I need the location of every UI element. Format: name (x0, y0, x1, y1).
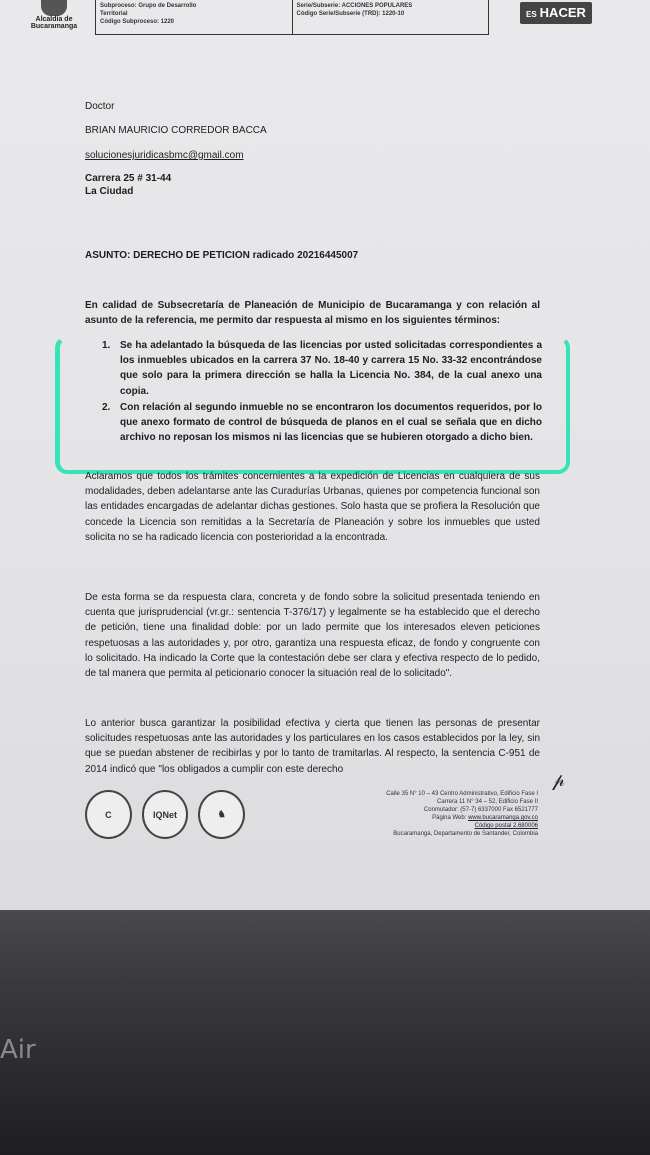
laptop-bezel (0, 910, 650, 1155)
address-line: Carrera 11 N° 34 – 52, Edificio Fase II (436, 799, 538, 805)
recipient-email[interactable]: solucionesjuridicasbmc@gmail.com (85, 150, 244, 161)
list-item-number: 2. (102, 401, 111, 413)
logo-prefix: ES (526, 10, 537, 19)
header-line: Código Subproceso: 1220 (100, 19, 175, 25)
icontec-logo: C (85, 790, 132, 839)
header-line: Serie/Subserie: ACCIONES POPULARES (296, 3, 413, 9)
logo-word: HACER (539, 5, 586, 20)
header-line: Código Serie/Subserie (TRD): 1220-10 (296, 11, 405, 17)
header-table (95, 0, 489, 35)
web-line (358, 814, 538, 822)
header-left-cell (96, 0, 292, 34)
intro-paragraph: En calidad de Subsecretaría de Planeación de Municipio de Bucaramanga y con relación al asunto de la referencia, me permito dar respuesta al mismo en los siguientes términos: (85, 300, 540, 327)
paragraph-licencias: Aclaramos que todos los trámites concernientes a la expedición de Licencias en cualquiera de sus modalidades, deben adelantarse ante las Curadurías Urbanas, quienes por competencia funcional son las entidades encargadas de adelantar dichas gestiones. Solo hasta que se profiera la Resolución que concede la Licencia son remitidas a la Secretaría de Planeación y sobre los inmuebles que usted solicita no se ha radicado licencia con posterioridad a la encontrada. (85, 471, 540, 543)
header-line: Territorial (100, 11, 128, 17)
postal-code: Código postal 2.680006 (474, 823, 538, 829)
coat-of-arms-icon (41, 0, 67, 16)
highlight-mark (55, 336, 570, 474)
subject-line: ASUNTO: DERECHO DE PETICION radicado 20216445007 (85, 250, 359, 261)
list-item-text: Con relación al segundo inmueble no se encontraron los documentos requeridos, por lo que anexo formato de control de búsqueda de planos en el cual se señala que en dicho archivo no reposan los mismos ni las licencias que se hubieren otorgado a dicho bien. (120, 401, 542, 444)
es-hacer-logo (520, 2, 592, 24)
logo-text-line: Alcaldía de (35, 16, 73, 23)
recipient-name: BRIAN MAURICIO CORREDOR BACCA (85, 125, 267, 136)
address-line: Calle 35 N° 10 – 43 Centro Administrativo, Edificio Fase I (386, 791, 538, 797)
city-line: Bucaramanga, Departamento de Santander, Colombia (393, 831, 538, 837)
santander-logo: ♞ (198, 790, 245, 839)
web-label: Página Web: (432, 815, 467, 821)
list-item-number: 1. (102, 340, 111, 351)
header-right-cell (292, 0, 489, 34)
paragraph-respuesta: De esta forma se da respuesta clara, concreta y de fondo sobre la solicitud presentada teniendo en cuenta que jurisprudencial (vr.gr.: sentencia T-376/17) y legalmente se ha establecido que el derecho de petición, tiene una finalidad doble: por un lado permite que los interesados eleven peticiones respetuosas a las autoridades y, por otro, garantiza una respuesta eficaz, de fondo y congruente con lo solicitado. Ha indicado la Corte que la contestación debe ser clara y efectiva respecto de lo pedido, de tal manera que permita al peticionario conocer la situación real de lo solicitado". (85, 592, 540, 680)
header-line: Subproceso: Grupo de Desarrollo (100, 3, 197, 9)
handwritten-initials: 𝓅 (552, 770, 565, 791)
iqnet-logo: IQNet (142, 790, 189, 839)
laptop-brand-label: Air (0, 1035, 36, 1065)
salutation: Doctor (85, 101, 115, 112)
alcaldia-logo (22, 0, 86, 36)
list-item-text: Se ha adelantado la búsqueda de las licencias por usted solicitadas correspondientes a los inmuebles ubicados en la carrera 37 No. 18-40 y carrera 15 No. 33-32 encontrándose que solo para la primera dirección se halla la Licencia No. 384, de la cual anexo una copia. (120, 340, 542, 397)
logo-text-line: Bucaramanga (30, 23, 78, 30)
recipient-city: La Ciudad (85, 186, 134, 197)
recipient-address: Carrera 25 # 31-44 (85, 173, 172, 184)
paragraph-garantia: Lo anterior busca garantizar la posibilidad efectiva y cierta que tienen las personas de presentar solicitudes respetuosas ante las autoridades y los particulares en los casos establecidos por la ley, sin que se puedan abstener de recibirlas y por lo tanto de tramitarlas. Al respecto, la sentencia C-951 de 2014 indicó que "los obligados a cumplir con este derecho (85, 718, 540, 775)
address-line: Conmutador: (57-7) 6337000 Fax 6521777 (423, 807, 538, 813)
certification-logos (85, 790, 245, 855)
web-link[interactable]: www.bucaramanga.gov.co (468, 815, 538, 821)
footer-address (358, 790, 538, 838)
